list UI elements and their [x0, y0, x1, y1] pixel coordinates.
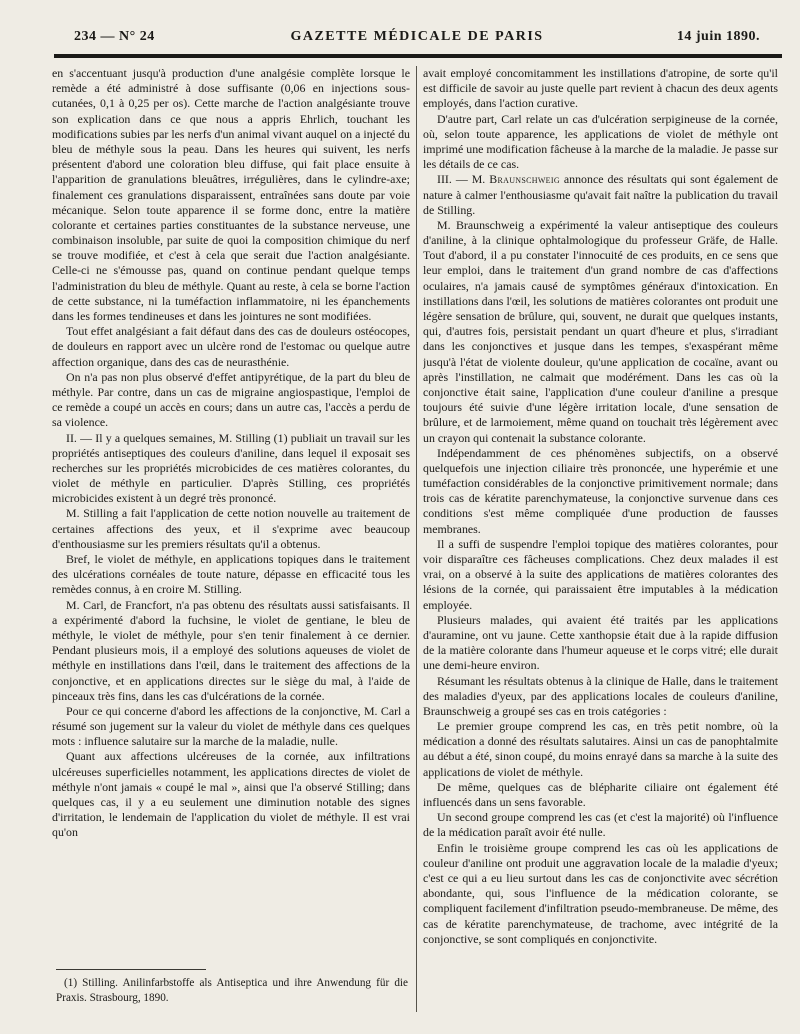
section-iii-text: annonce des résultats qui sont également de nature à calmer l'enthousiasme qu'avait fait naître la publication du travail de Stilling. — [423, 172, 778, 217]
paragraph: M. Braunschweig a expérimenté la valeur antiseptique des couleurs d'aniline, à la clinique ophtalmologique du professeur Gräfe, de Halle. Tout d'abord, il a pu constater l'innocuité de ces produits, en ce sens que leur emploi, dans le traitement d'un grand nombre de cas d'affections oculaires, n'a jamais causé de symptômes généraux d'intoxication. En instillations dans l'œil, les solutions de matières colorantes ont produit une légère sensation de brûlure, qui, souvent, ne durait que quelques instants, qui, d'autres fois, persistait pendant un quart d'heure et plus, s'irradiant dans les conjonctives et jusque dans les tempes, s'exaspérant même jusqu'à l'état de violente douleur, qu'une application de cocaïne, avant ou après l'instillation, ne calmait que modérément. Dans les cas où la conjonctive était saine, l'application d'une couleur d'aniline a presque toujours été suivie d'une légère irritation locale, d'une sensation de brûlure, et de larmoiement, même quand on touchait très légèrement avec un crayon qui contenait la substance colorante. — [423, 217, 778, 445]
running-head — [74, 27, 760, 49]
column-divider — [416, 66, 417, 1012]
paragraph: De même, quelques cas de blépharite ciliaire ont également été influencés dans un sens favorable. — [423, 779, 778, 809]
paragraph: Enfin le troisième groupe comprend les cas où les applications de couleur d'aniline ont produit une aggravation locale de la maladie d'yeux; c'est ce qui a eu lieu surtout dans les cas de conjonctivite avec sécrétion abondante, qui, sous l'influence de la médication colorante, se compliquent facilement d'infiltration pseudo-membraneuse. De même, des cas de kératite parenchymateuse, de trachome, avec intégrité de la conjonctive, se sont compliqués en conjonctivite. — [423, 840, 778, 946]
author-name: Braunschweig — [489, 172, 560, 187]
left-column — [52, 66, 410, 964]
journal-title: GAZETTE MÉDICALE DE PARIS — [290, 29, 544, 44]
paragraph: en s'accentuant jusqu'à production d'une analgésie complète lorsque le remède a été administré à dose suffisante (0,06 en injections sous-cutanées, 0,1 à 0,25 per os). Cette marche de l'action analgésiante trouve son explication dans ce que nous a appris Ehrlich, touchant les modifications subies par les nerfs d'un animal vivant auquel on a injecté du bleu de méthyle sous la peau. Dans les heures qui suivent, les nerfs présentent d'abord une coloration bleu diffuse, qui fait place ensuite à l'apparition de granulations bleuâtres, irrégulières, dans le cylindre-axe; finalement ces granulations disparaissent, entraînées sans doute par voie mécanique. Selon toute apparence il se forme donc, entre la matière colorante et certaines parties constituantes de la substance nerveuse, une combinaison insoluble, par suite de quoi la composition chimique du nerf se trouve modifiée, et c'est à cela que serait due l'action analgésiante. Celle-ci ne s'émousse pas, quand on continue pendant quelque temps l'administration du bleu de méthyle. Quant au reste, à cela se borne l'action de cette substance, ni la tuméfaction inflammatoire, ni les épanchements dans les formes tendineuses et dans les jointures ne sont modifiées. — [52, 66, 410, 323]
paragraph: D'autre part, Carl relate un cas d'ulcération serpigineuse de la cornée, où, selon toute apparence, les applications de violet de méthyle ont imprimé une modification fâcheuse à la marche de la maladie. Je passe sur les détails de ce cas. — [423, 111, 778, 172]
issue-date: 14 juin 1890. — [676, 29, 760, 44]
paragraph: Résumant les résultats obtenus à la clinique de Halle, dans le traitement des maladies d'yeux, par des applications locales de couleurs d'aniline, Braunschweig a groupé ses cas en trois catégories : — [423, 673, 778, 718]
paragraph: M. Stilling a fait l'application de cette notion nouvelle au traitement de certaines affections des yeux, et il s'exprime avec beaucoup d'enthousiasme sur les premiers résultats qu'il a obtenus. — [52, 506, 410, 551]
paragraph: Quant aux affections ulcéreuses de la cornée, aux infiltrations ulcéreuses superficielles notamment, les applications directes de violet de méthyle n'ont jamais « coupé le mal », ainsi que l'a observé Stilling; dans quelques cas, il y a eu seulement une diminution notable des signes d'irritation, le lendemain de l'application du violet de méthyle. Il est vrai qu'on — [52, 749, 410, 840]
paragraph: Indépendamment de ces phénomènes subjectifs, on a observé quelquefois une injection ciliaire très prononcée, une hyperémie et une tuméfaction considérables de la conjonctive primitivement normale; dans trois cas de kératite parenchymateuse, la conjonctive survenue dans ces conditions s'est même compliquée d'une production de fausses membranes. — [423, 445, 778, 536]
paragraph: Le premier groupe comprend les cas, en très petit nombre, où la médication a donné des résultats salutaires. Ainsi un cas de panophtalmite au début a été, sinon coupé, du moins enrayé dans sa marche à la suite des applications de violet de méthyle. — [423, 719, 778, 779]
section-ii-paragraph: II. — Il y a quelques semaines, M. Stilling (1) publiait un travail sur les propriétés antiseptiques des couleurs d'aniline, dans lequel il exposait ses recherches sur les propriétés microbicides de ces matières colorantes, du violet de méthyle en particulier. D'après Stilling, ces propriétés microbicides existent à un degré très prononcé. — [52, 430, 410, 506]
paragraph: Tout effet analgésiant a fait défaut dans des cas de douleurs ostéocopes, de douleurs en rapport avec un ulcère rond de l'estomac ou quelque autre affection organique, dans des cas de neurasthénie. — [52, 324, 410, 369]
header-rule — [54, 54, 782, 58]
paragraph: Un second groupe comprend les cas (et c'est la majorité) où l'influence de la médication paraît avoir été nulle. — [423, 810, 778, 840]
paragraph: Il a suffi de suspendre l'emploi topique des matières colorantes, pour voir disparaître ces fâcheuses complications. Chez deux malades il est vrai, on a observé à la suite des applications de matières colorantes des lésions de la cornée, qui paraissaient être imputables à la médication employée. — [423, 536, 778, 612]
paragraph: avait employé concomitamment les instillations d'atropine, de sorte qu'il est difficile de savoir au juste quelle part revient à chacun des deux agents employés, dans l'action curative. — [423, 66, 778, 111]
paragraph: M. Carl, de Francfort, n'a pas obtenu des résultats aussi satisfaisants. Il a expérimenté d'abord la fuchsine, le violet de gentiane, le bleu de méthyle, le violet de méthyle, pour s'en tenir finalement à ce dernier. Pendant plusieurs mois, il a employé des solutions aqueuses de violet de méthyle en instillations dans l'œil, dans le traitement des affections de la conjonctive, et en applications directes sur le siège du mal, à l'aide de pinceaux très fins, dans les cas d'ulcérations de la cornée. — [52, 597, 410, 703]
paragraph: Plusieurs malades, qui avaient été traités par les applications d'auramine, ont vu jaune. Cette xanthopsie était due à la rapide diffusion de la matière colorante dans l'humeur aqueuse et le corps vitré; elle durait une demi-heure environ. — [423, 612, 778, 673]
footnote-rule — [56, 969, 206, 970]
section-iii-paragraph — [423, 172, 778, 218]
paragraph: Pour ce qui concerne d'abord les affections de la conjonctive, M. Carl a résumé son jugement sur la valeur du violet de méthyle dans ces quelques mots : influence salutaire sur la marche de la maladie, nulle. — [52, 703, 410, 749]
section-iii-label: III. — M. — [437, 172, 486, 187]
footnote: (1) Stilling. Anilinfarbstoffe als Antiseptica und ihre Anwendung für die Praxis. Strasbourg, 1890. — [56, 977, 408, 1004]
right-column — [423, 66, 778, 1012]
paragraph: Bref, le violet de méthyle, en applications topiques dans le traitement des ulcérations cornéales de toute nature, dépasse en efficacité tous les remèdes connus, à en croire M. Stilling. — [52, 552, 410, 597]
paragraph: On n'a pas non plus observé d'effet antipyrétique, de la part du bleu de méthyle. Par contre, dans un cas de migraine angiospastique, l'emploi de ce remède a coupé un accès en cours; dans un autre cas, l'accès a perdu de sa violence. — [52, 369, 410, 430]
page-number: 234 — N° 24 — [74, 29, 155, 44]
